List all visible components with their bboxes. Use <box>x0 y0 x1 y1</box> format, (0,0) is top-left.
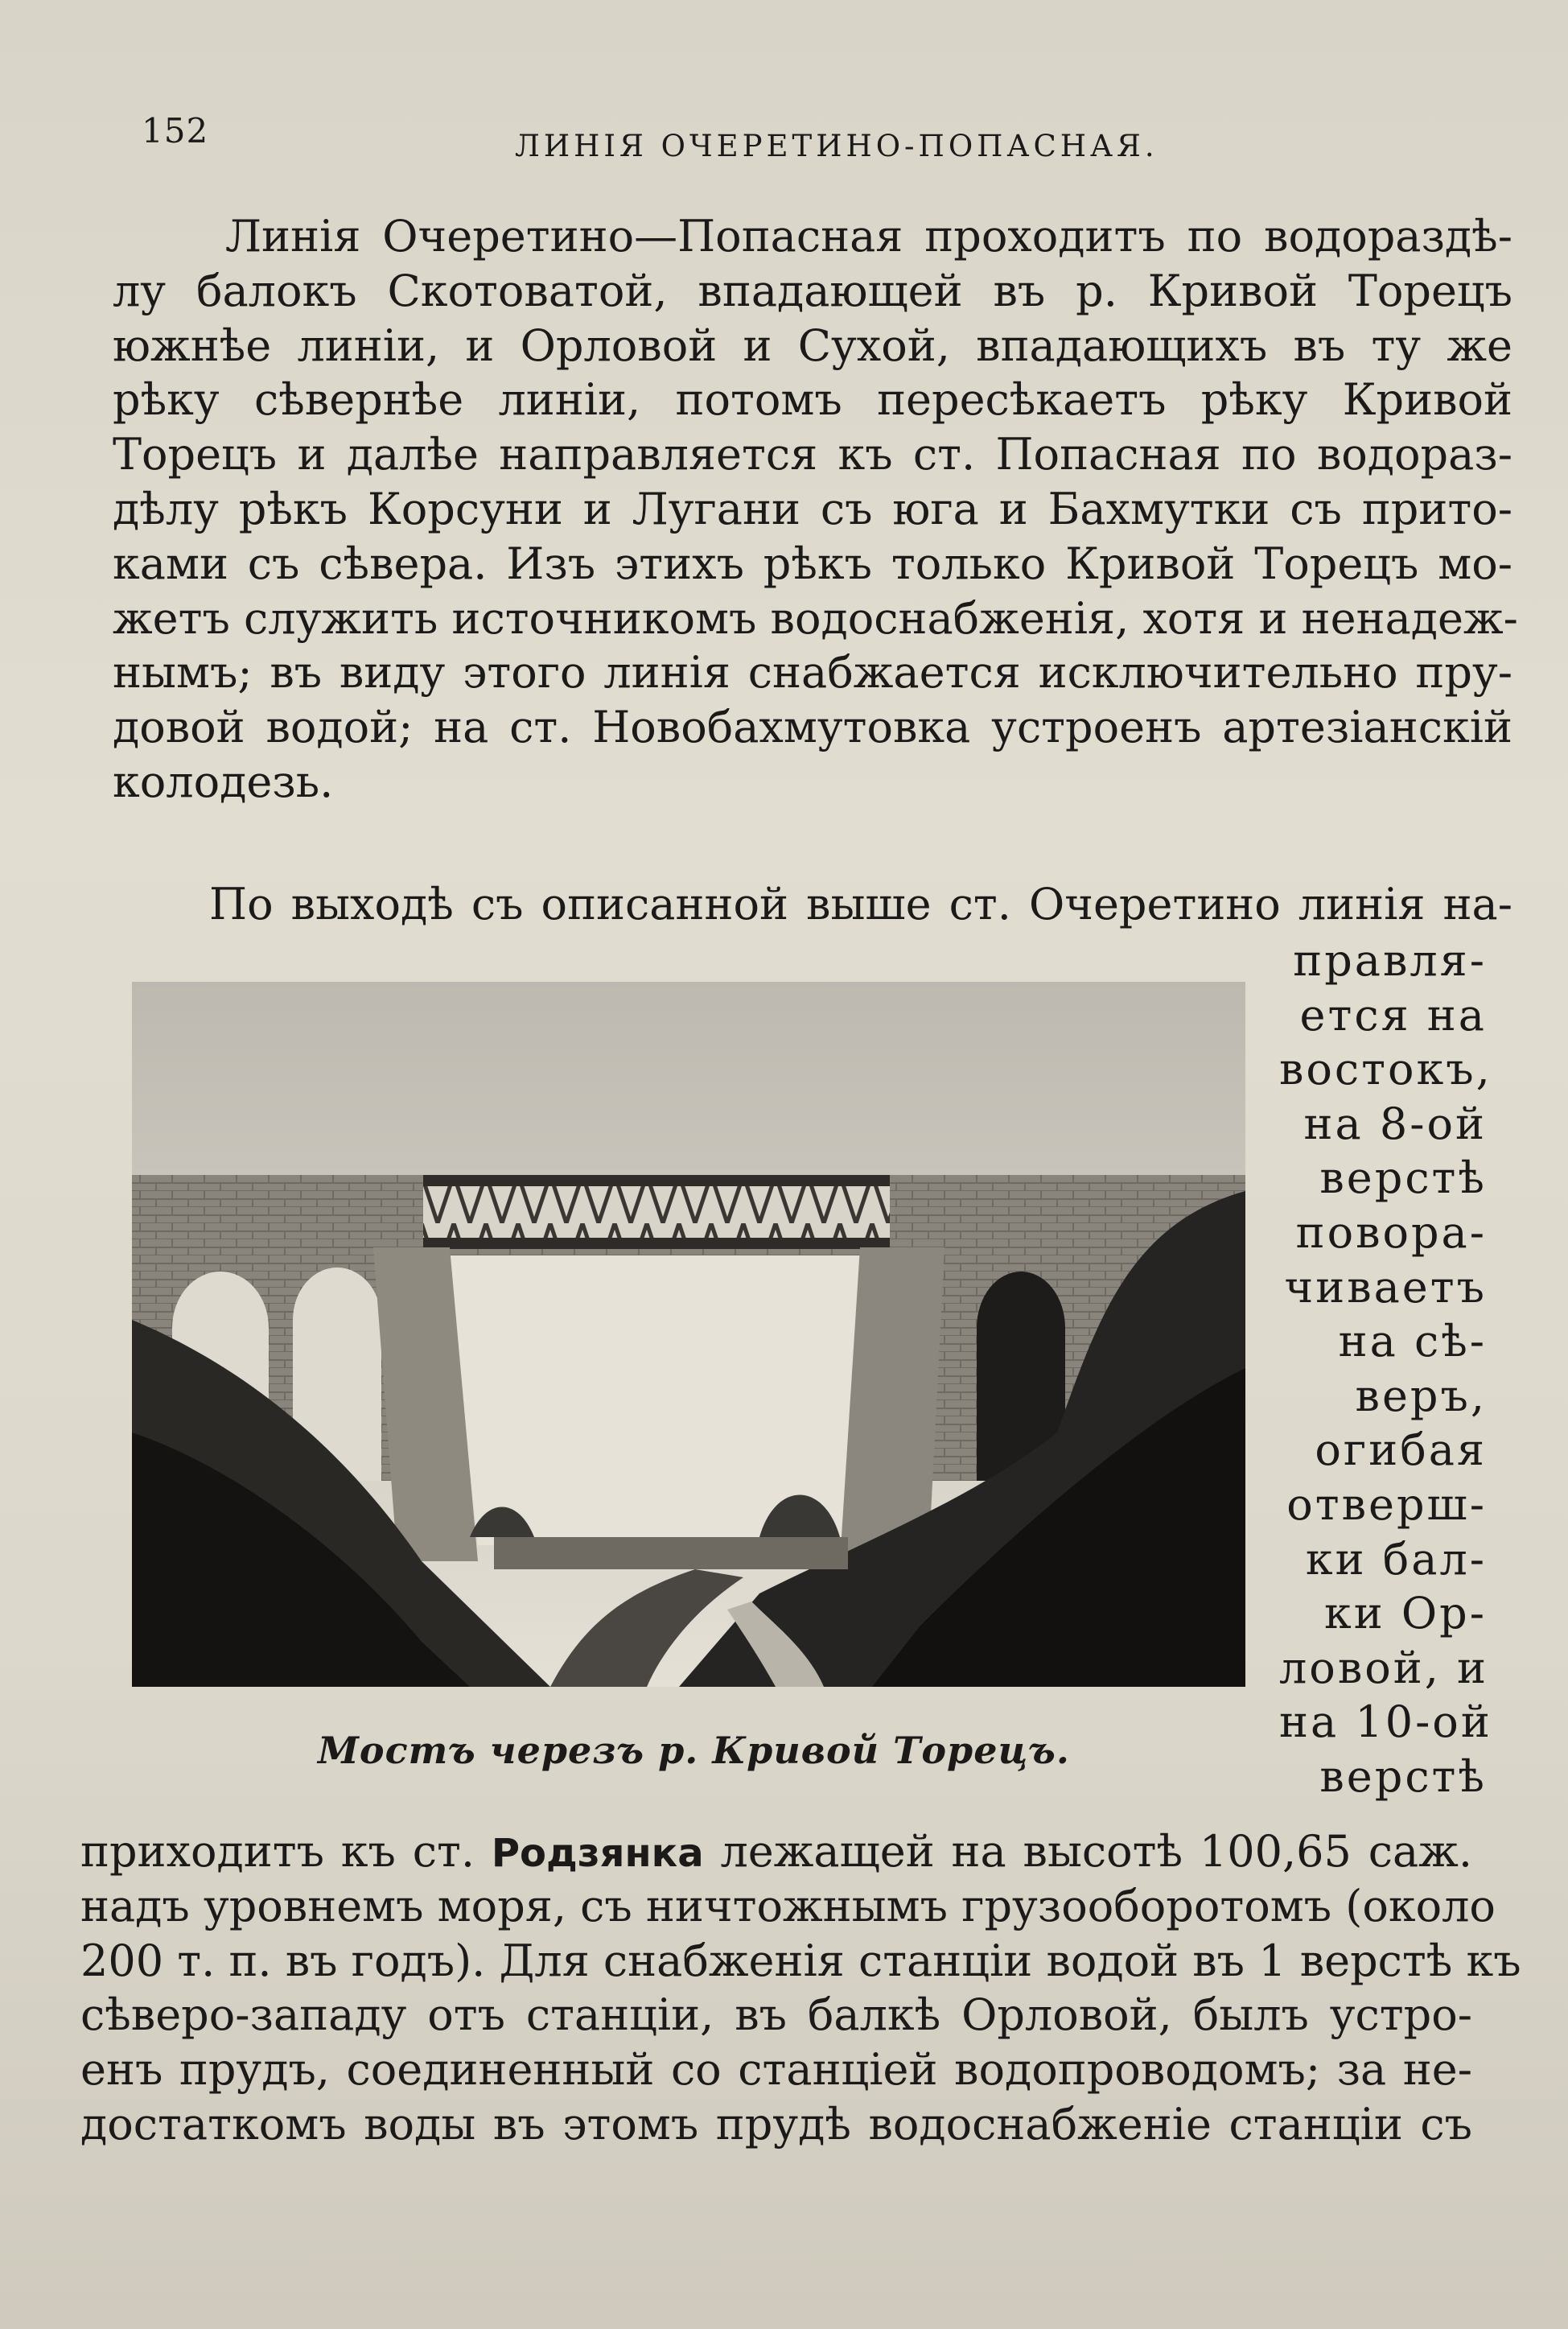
text-line: нымъ; въ виду этого линія снабжается исключительно пру- <box>113 647 1512 699</box>
paragraph-2-continued <box>80 1824 1521 2152</box>
column-line: повора- <box>1295 1206 1487 1258</box>
column-line: на сѣ- <box>1338 1316 1487 1367</box>
text-line: рѣку сѣвернѣе линіи, потомъ пересѣкаетъ рѣку Кривой <box>113 374 1512 426</box>
paragraph-1 <box>113 209 1518 810</box>
paragraph-2-first-line: По выходѣ съ описанной выше ст. Очеретино линія на- <box>209 879 1512 930</box>
text-line <box>80 1824 1472 1879</box>
text-line: Торецъ и далѣе направляется къ ст. Попасная по водораз- <box>113 429 1512 480</box>
column-line: ловой, и <box>1279 1642 1489 1693</box>
column-line: верстѣ <box>1319 1152 1487 1204</box>
column-line: ки бал- <box>1305 1533 1487 1585</box>
bridge-photo <box>132 982 1245 1687</box>
text-line: надъ уровнемъ моря, съ ничтожнымъ грузооборотомъ (около <box>80 1880 1496 1931</box>
text-line: дѣлу рѣкъ Корсуни и Лугани съ юга и Бахмутки съ прито- <box>113 483 1512 534</box>
column-line: ки Ор- <box>1324 1588 1487 1639</box>
column-line: ется на <box>1299 989 1487 1041</box>
page-number: 152 <box>142 111 209 150</box>
column-line: на 10-ой <box>1279 1696 1492 1748</box>
text-line: лу балокъ Скотоватой, впадающей въ р. Кривой Торецъ <box>113 265 1512 316</box>
text-line: енъ прудъ, соединенный со станціей водопроводомъ; за не- <box>80 2044 1472 2096</box>
text-line: ками съ сѣвера. Изъ этихъ рѣкъ только Кривой Торецъ мо- <box>113 538 1512 589</box>
station-name: Родзянка <box>491 1831 704 1876</box>
figure-caption: Мостъ черезъ р. Кривой Торецъ. <box>318 1729 1070 1772</box>
column-line: веръ, <box>1355 1370 1487 1421</box>
column-line: огибая <box>1315 1424 1487 1476</box>
text-line: довой водой; на ст. Новобахмутовка устроенъ артезіанскій <box>113 702 1512 753</box>
column-line: востокъ, <box>1279 1044 1492 1095</box>
column-line: на 8-ой <box>1303 1098 1487 1149</box>
running-title: ЛИНІЯ ОЧЕРЕТИНО-ПОПАСНАЯ. <box>515 129 1159 163</box>
text-fragment: лежащей на высотѣ 100,65 саж. <box>720 1826 1472 1877</box>
text-line: 200 т. п. въ годъ). Для снабженія станціи водой въ 1 верстѣ къ <box>80 1935 1521 1986</box>
text-line: сѣверо-западу отъ станціи, въ балкѣ Орловой, былъ устро- <box>80 1989 1472 2041</box>
text-line: жетъ служить источникомъ водоснабженія, хотя и ненадеж- <box>113 592 1518 644</box>
text-line: достаткомъ воды въ этомъ прудѣ водоснабженіе станціи съ <box>80 2098 1472 2150</box>
column-line: отверш- <box>1286 1478 1487 1530</box>
side-column-text <box>1279 934 1492 1804</box>
column-line: верстѣ <box>1319 1750 1487 1802</box>
text-line: Линія Очеретино—Попасная проходитъ по водораздѣ- <box>225 211 1512 262</box>
text-fragment: приходитъ къ ст. <box>80 1826 475 1877</box>
text-line: колодезь. <box>113 756 334 807</box>
column-line: чиваетъ <box>1284 1261 1487 1313</box>
text-line: южнѣе линіи, и Орловой и Сухой, впадающихъ въ ту же <box>113 319 1512 371</box>
column-line: правля- <box>1293 935 1487 986</box>
